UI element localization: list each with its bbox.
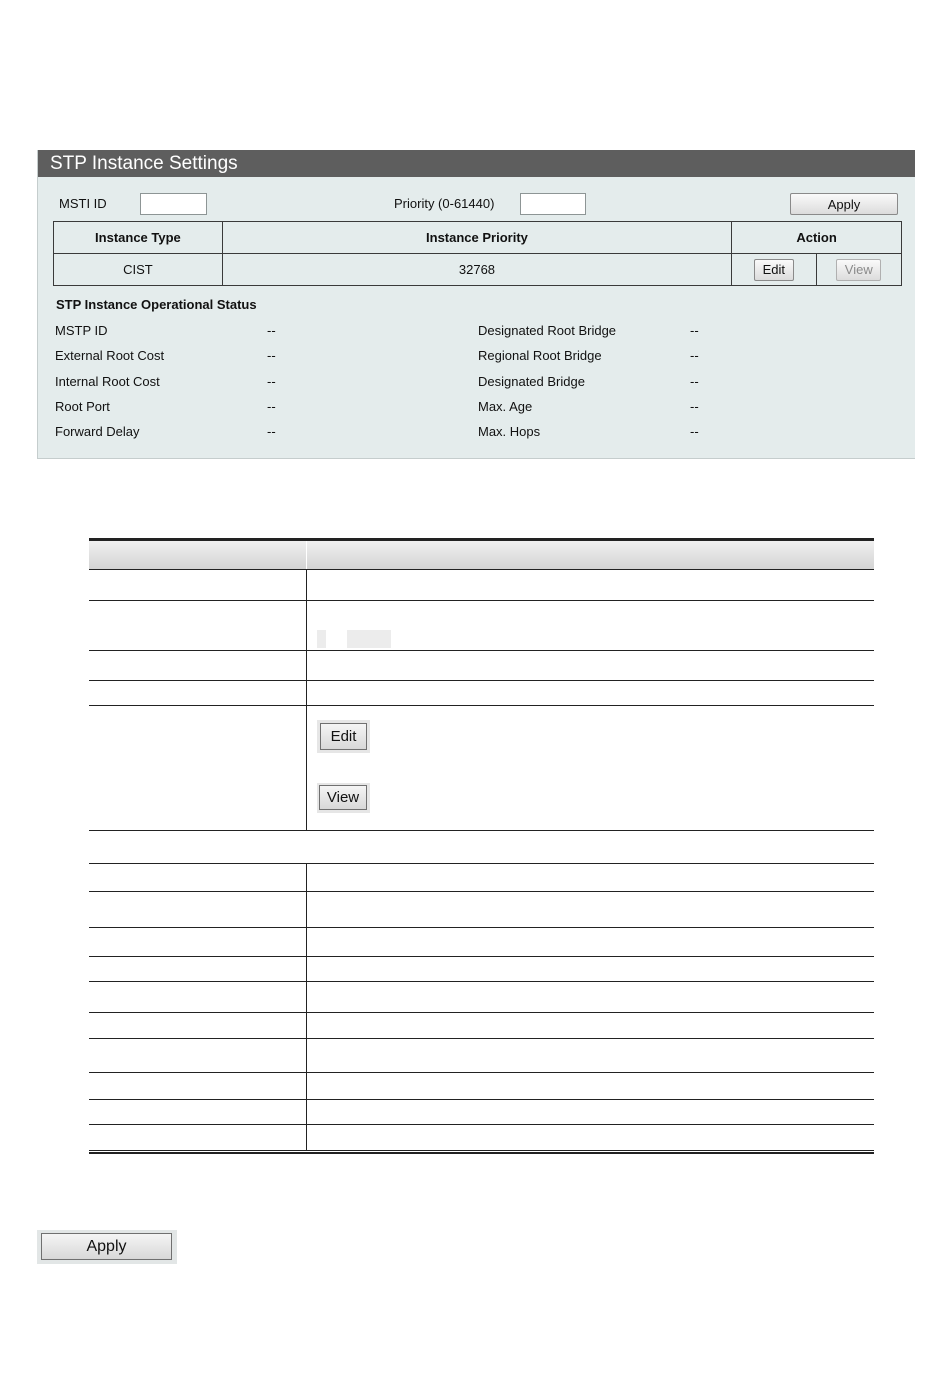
- edit-button-sample[interactable]: Edit: [320, 723, 367, 750]
- apply-button[interactable]: Apply: [790, 193, 898, 215]
- row-divider: [89, 1012, 874, 1013]
- status-label: Designated Root Bridge: [478, 323, 617, 338]
- row-divider: [89, 600, 874, 601]
- header-divider: [306, 541, 307, 569]
- row-divider: [89, 956, 874, 957]
- column-divider: [306, 569, 307, 830]
- instance-priority-cell: 32768: [222, 254, 731, 286]
- col-instance-type: Instance Type: [54, 222, 223, 254]
- status-label: Internal Root Cost: [55, 374, 160, 389]
- highlight-mark: [317, 630, 326, 648]
- panel-title: STP Instance Settings: [38, 150, 915, 177]
- status-value: --: [690, 323, 699, 338]
- status-value: --: [267, 399, 276, 414]
- row-divider: [89, 981, 874, 982]
- status-label: External Root Cost: [55, 348, 165, 363]
- view-button-sample[interactable]: View: [319, 785, 367, 810]
- col-action: Action: [732, 222, 902, 254]
- table-bottom-rule: [89, 1150, 874, 1154]
- status-label: Regional Root Bridge: [478, 348, 602, 363]
- status-label: Designated Bridge: [478, 374, 585, 389]
- status-value: --: [267, 323, 276, 338]
- status-value: --: [267, 374, 276, 389]
- instance-table-header: [54, 222, 902, 254]
- status-value: --: [267, 424, 276, 439]
- priority-label: Priority (0-61440): [394, 196, 495, 211]
- row-divider: [89, 830, 874, 831]
- instance-type-cell: CIST: [54, 254, 223, 286]
- row-divider: [89, 891, 874, 892]
- status-label: Max. Age: [478, 399, 533, 414]
- msti-id-label: MSTI ID: [59, 196, 107, 211]
- priority-input[interactable]: [520, 193, 586, 215]
- status-value: --: [690, 374, 699, 389]
- status-value: --: [690, 348, 699, 363]
- msti-id-input[interactable]: [140, 193, 207, 215]
- column-divider: [306, 863, 307, 1150]
- col-instance-priority: Instance Priority: [222, 222, 731, 254]
- status-value: --: [690, 399, 699, 414]
- row-divider: [89, 863, 874, 864]
- status-title: STP Instance Operational Status: [56, 297, 257, 312]
- row-divider: [89, 569, 874, 570]
- status-value: --: [690, 424, 699, 439]
- status-value: --: [267, 348, 276, 363]
- row-divider: [89, 927, 874, 928]
- status-label: MSTP ID: [55, 323, 108, 338]
- highlight-mark: [347, 630, 391, 648]
- status-label: Max. Hops: [478, 424, 541, 439]
- stp-instance-settings-panel: [37, 150, 915, 459]
- status-label: Forward Delay: [55, 424, 140, 439]
- table-row: [54, 254, 902, 286]
- instance-table: [53, 221, 902, 286]
- edit-button[interactable]: Edit: [754, 259, 794, 281]
- view-button[interactable]: View: [836, 259, 881, 281]
- description-table-header: [89, 541, 874, 569]
- description-table: [89, 538, 874, 1155]
- view-cell: [816, 254, 901, 286]
- row-divider: [89, 1038, 874, 1039]
- row-divider: [89, 1099, 874, 1100]
- footer-apply-button[interactable]: Apply: [41, 1233, 172, 1260]
- row-divider: [89, 650, 874, 651]
- edit-cell: [732, 254, 816, 286]
- row-divider: [89, 705, 874, 706]
- row-divider: [89, 680, 874, 681]
- row-divider: [89, 1072, 874, 1073]
- status-label: Root Port: [55, 399, 110, 414]
- row-divider: [89, 1124, 874, 1125]
